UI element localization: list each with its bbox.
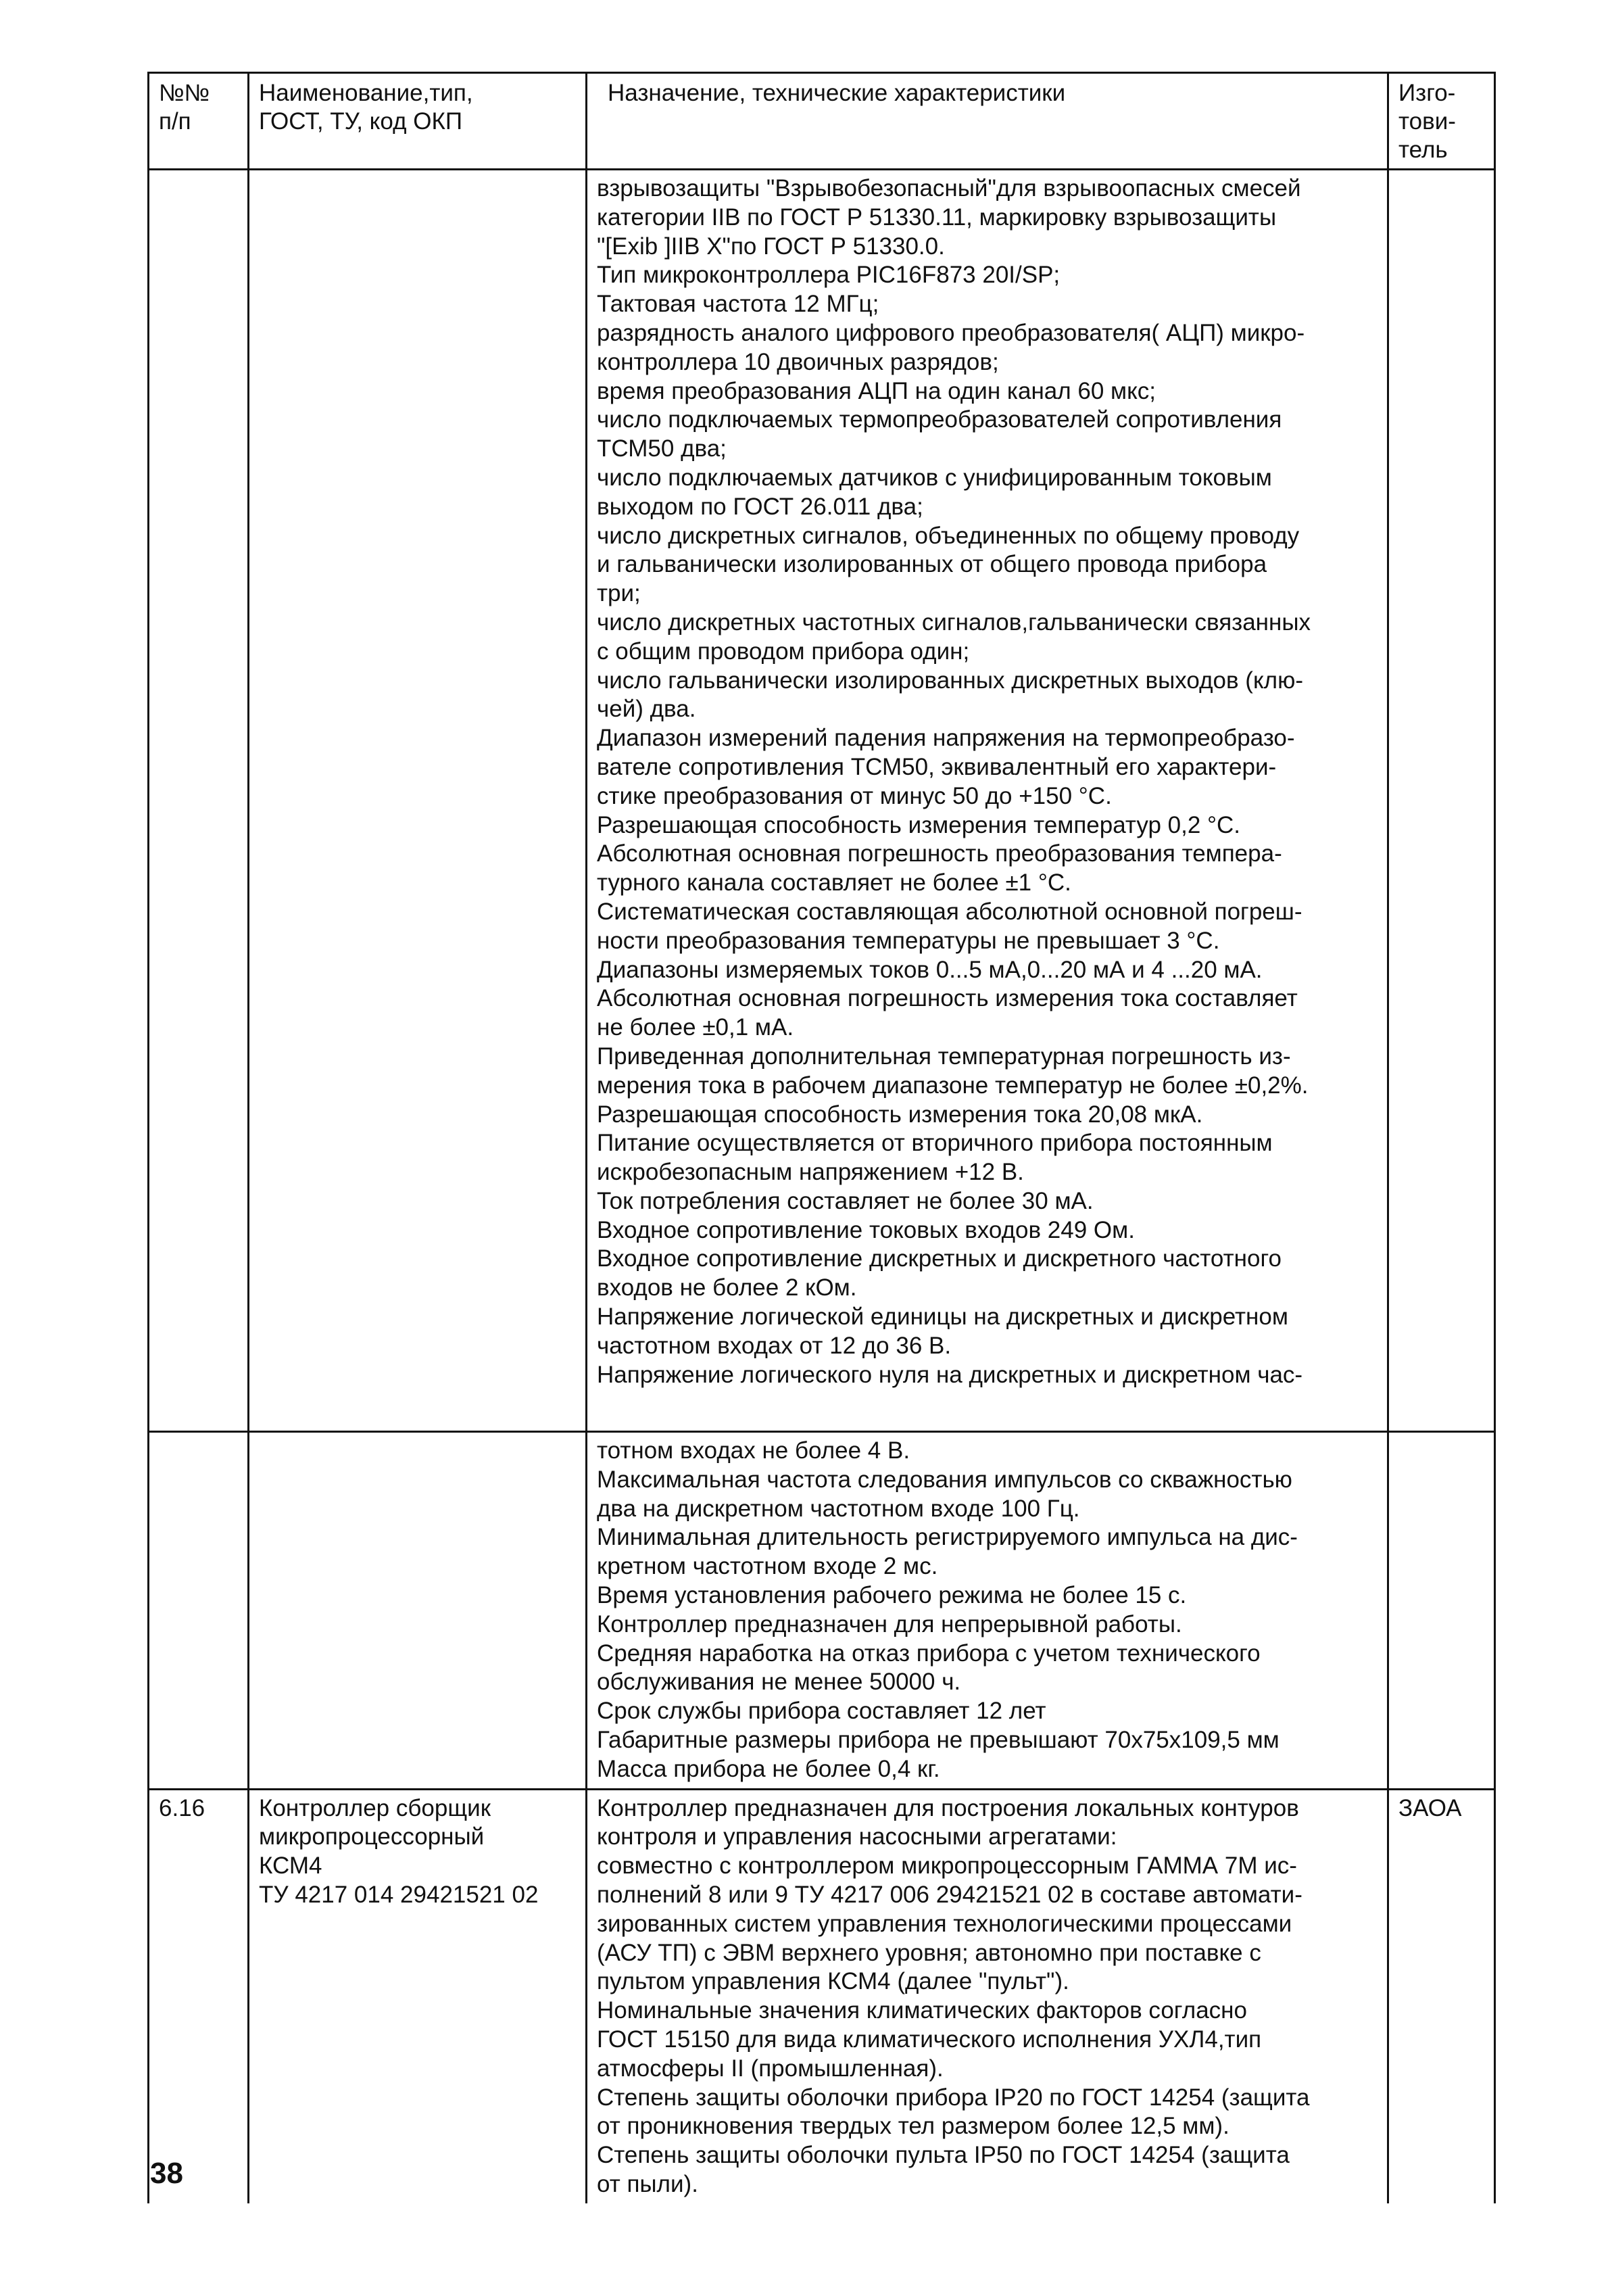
- cell-line: чей) два.: [597, 696, 696, 723]
- cell-line: Контроллер предназначен для непрерывной работы.: [597, 1610, 1182, 1637]
- cell-line: Степень защиты оболочки прибора IP20 по ГОСТ 14254 (защита: [597, 2084, 1310, 2111]
- cell-line: и гальванически изолированных от общего провода прибора: [597, 551, 1267, 578]
- table-row: [149, 170, 1495, 1432]
- row-num-cell: [149, 1432, 249, 1790]
- cell-line: три;: [597, 580, 641, 607]
- cell-line: число гальванически изолированных дискретных выходов (клю-: [597, 667, 1303, 694]
- cell-line: Напряжение логического нуля на дискретных и дискретном час-: [597, 1361, 1303, 1388]
- cell-line: 6.16: [159, 1794, 205, 1821]
- cell-line: Контроллер сборщик: [259, 1794, 491, 1821]
- table-row: [149, 1789, 1495, 2203]
- cell-line: Изго-: [1398, 80, 1456, 106]
- header-name: [249, 73, 587, 170]
- row-purpose-cell: [587, 170, 1388, 1432]
- row-num-cell: [149, 1789, 249, 2203]
- cell-line: Тактовая частота 12 МГц;: [597, 291, 879, 318]
- cell-line: микропроцессорный: [259, 1823, 485, 1850]
- row-purpose-cell: [587, 1789, 1388, 2203]
- cell-line: не более ±0,1 мА.: [597, 1014, 794, 1041]
- cell-line: Наименование,тип,: [259, 80, 473, 106]
- cell-line: турного канала составляет не более ±1 °С.: [597, 869, 1071, 896]
- row-maker-cell: [1388, 1432, 1495, 1790]
- cell-line: Срок службы прибора составляет 12 лет: [597, 1698, 1046, 1725]
- cell-line: контроллера 10 двоичных разрядов;: [597, 348, 999, 375]
- cell-line: разрядность аналого цифрового преобразователя( АЦП) микро-: [597, 319, 1305, 346]
- cell-line: с общим проводом прибора один;: [597, 638, 970, 665]
- cell-line: Входное сопротивление токовых входов 249 Ом.: [597, 1216, 1135, 1243]
- cell-line: атмосферы II (промышленная).: [597, 2055, 944, 2082]
- cell-line: Назначение, технические характеристики: [608, 80, 1066, 106]
- cell-line: полнений 8 или 9 ТУ 4217 006 29421521 02 в составе автомати-: [597, 1881, 1302, 1908]
- cell-line: п/п: [159, 108, 191, 135]
- cell-line: зированных систем управления технологическими процессами: [597, 1910, 1292, 1937]
- cell-line: Ток потребления составляет не более 30 мА.: [597, 1187, 1094, 1214]
- cell-line: Контроллер предназначен для построения локальных контуров: [597, 1794, 1299, 1821]
- cell-line: Габаритные размеры прибора не превышают 70х75х109,5 мм: [597, 1726, 1280, 1753]
- cell-line: Абсолютная основная погрешность измерения тока составляет: [597, 985, 1298, 1012]
- cell-line: пультом управления КСМ4 (далее "пульт").: [597, 1968, 1069, 1995]
- header-maker: [1388, 73, 1495, 170]
- cell-line: время преобразования АЦП на один канал 60 мкс;: [597, 377, 1156, 404]
- row-maker-cell: [1388, 170, 1495, 1432]
- cell-line: от проникновения твердых тел размером более 12,5 мм).: [597, 2113, 1229, 2140]
- cell-line: число подключаемых датчиков с унифицированным токовым: [597, 464, 1272, 491]
- cell-line: ности преобразования температуры не превышает 3 °С.: [597, 927, 1220, 954]
- cell-line: категории IIВ по ГОСТ Р 51330.11, маркировку взрывозащиты: [597, 204, 1277, 231]
- cell-line: Масса прибора не более 0,4 кг.: [597, 1755, 940, 1782]
- row-num-cell: [149, 170, 249, 1432]
- cell-line: Абсолютная основная погрешность преобразования темпера-: [597, 840, 1282, 867]
- cell-line: Напряжение логической единицы на дискретных и дискретном: [597, 1304, 1288, 1331]
- spec-table: [147, 72, 1496, 2203]
- cell-line: совместно с контроллером микропроцессорным ГАММА 7М ис-: [597, 1852, 1297, 1880]
- header-num: [149, 73, 249, 170]
- cell-line: число дискретных сигналов, объединенных по общему проводу: [597, 522, 1300, 549]
- table-header-row: [149, 73, 1495, 170]
- cell-line: число дискретных частотных сигналов,гальванически связанных: [597, 608, 1311, 636]
- cell-line: КСМ4: [259, 1852, 322, 1880]
- cell-line: Минимальная длительность регистрируемого импульса на дис-: [597, 1524, 1298, 1551]
- header-purpose: [587, 73, 1388, 170]
- cell-line: частотном входах от 12 до 36 В.: [597, 1332, 952, 1359]
- page-number: 38: [150, 2157, 183, 2190]
- cell-line: ЗАОА: [1398, 1794, 1462, 1821]
- cell-line: Средняя наработка на отказ прибора с учетом технического: [597, 1640, 1261, 1667]
- cell-line: от пыли).: [597, 2170, 698, 2197]
- cell-line: Диапазоны измеряемых токов 0...5 мА,0...20 мА и 4 ...20 мА.: [597, 956, 1263, 983]
- cell-line: ТСМ50 два;: [597, 435, 727, 462]
- cell-line: мерения тока в рабочем диапазоне температур не более ±0,2%.: [597, 1072, 1309, 1099]
- cell-line: ГОСТ 15150 для вида климатического исполнения УХЛ4,тип: [597, 2026, 1262, 2053]
- cell-line: два на дискретном частотном входе 100 Гц.: [597, 1495, 1080, 1522]
- cell-line: (АСУ ТП) с ЭВМ верхнего уровня; автономно при поставке с: [597, 1939, 1261, 1966]
- cell-line: Степень защиты оболочки пульта IP50 по ГОСТ 14254 (защита: [597, 2142, 1290, 2169]
- cell-line: тель: [1398, 137, 1448, 163]
- cell-line: кретном частотном входе 2 мс.: [597, 1553, 938, 1580]
- cell-line: ТУ 4217 014 29421521 02: [259, 1881, 539, 1908]
- cell-line: Систематическая составляющая абсолютной основной погреш-: [597, 898, 1302, 925]
- cell-line: контроля и управления насосными агрегатами:: [597, 1823, 1117, 1850]
- table-row: [149, 1432, 1495, 1790]
- cell-line: взрывозащиты "Взрывобезопасный"для взрывоопасных смесей: [597, 175, 1301, 201]
- cell-line: Диапазон измерений падения напряжения на термопреобразо-: [597, 725, 1295, 752]
- cell-line: Питание осуществляется от вторичного прибора постоянным: [597, 1130, 1273, 1157]
- cell-line: Время установления рабочего режима не более 15 с.: [597, 1581, 1187, 1608]
- cell-line: ГОСТ, ТУ, код ОКП: [259, 108, 463, 135]
- cell-line: Максимальная частота следования импульсов со скважностью: [597, 1466, 1292, 1493]
- cell-line: входов не более 2 кОм.: [597, 1274, 857, 1301]
- row-name-cell: [249, 1789, 587, 2203]
- row-name-cell: [249, 170, 587, 1432]
- cell-line: выходом по ГОСТ 26.011 два;: [597, 493, 923, 520]
- cell-line: тови-: [1398, 108, 1456, 135]
- cell-line: Разрешающая способность измерения температур 0,2 °С.: [597, 811, 1241, 838]
- row-maker-cell: [1388, 1789, 1495, 2203]
- row-name-cell: [249, 1432, 587, 1790]
- cell-line: вателе сопротивления ТСМ50, эквивалентный его характери-: [597, 753, 1277, 780]
- cell-line: обслуживания не менее 50000 ч.: [597, 1669, 961, 1696]
- row-purpose-cell: [587, 1432, 1388, 1790]
- cell-line: Приведенная дополнительная температурная погрешность из-: [597, 1043, 1291, 1070]
- cell-line: Разрешающая способность измерения тока 20,08 мкА.: [597, 1101, 1203, 1128]
- cell-line: Входное сопротивление дискретных и дискретного частотного: [597, 1245, 1282, 1272]
- cell-line: №№: [159, 80, 210, 106]
- cell-line: Тип микроконтроллера PIC16F873 20I/SP;: [597, 262, 1061, 289]
- cell-line: стике преобразования от минус 50 до +150 °С.: [597, 782, 1112, 809]
- cell-line: Номинальные значения климатических факторов согласно: [597, 1997, 1247, 2024]
- cell-line: тотном входах не более 4 В.: [597, 1437, 910, 1464]
- cell-line: "[Exib ]IIВ Х"по ГОСТ Р 51330.0.: [597, 233, 945, 260]
- cell-line: искробезопасным напряжением +12 В.: [597, 1159, 1024, 1186]
- cell-line: число подключаемых термопреобразователей сопротивления: [597, 406, 1282, 433]
